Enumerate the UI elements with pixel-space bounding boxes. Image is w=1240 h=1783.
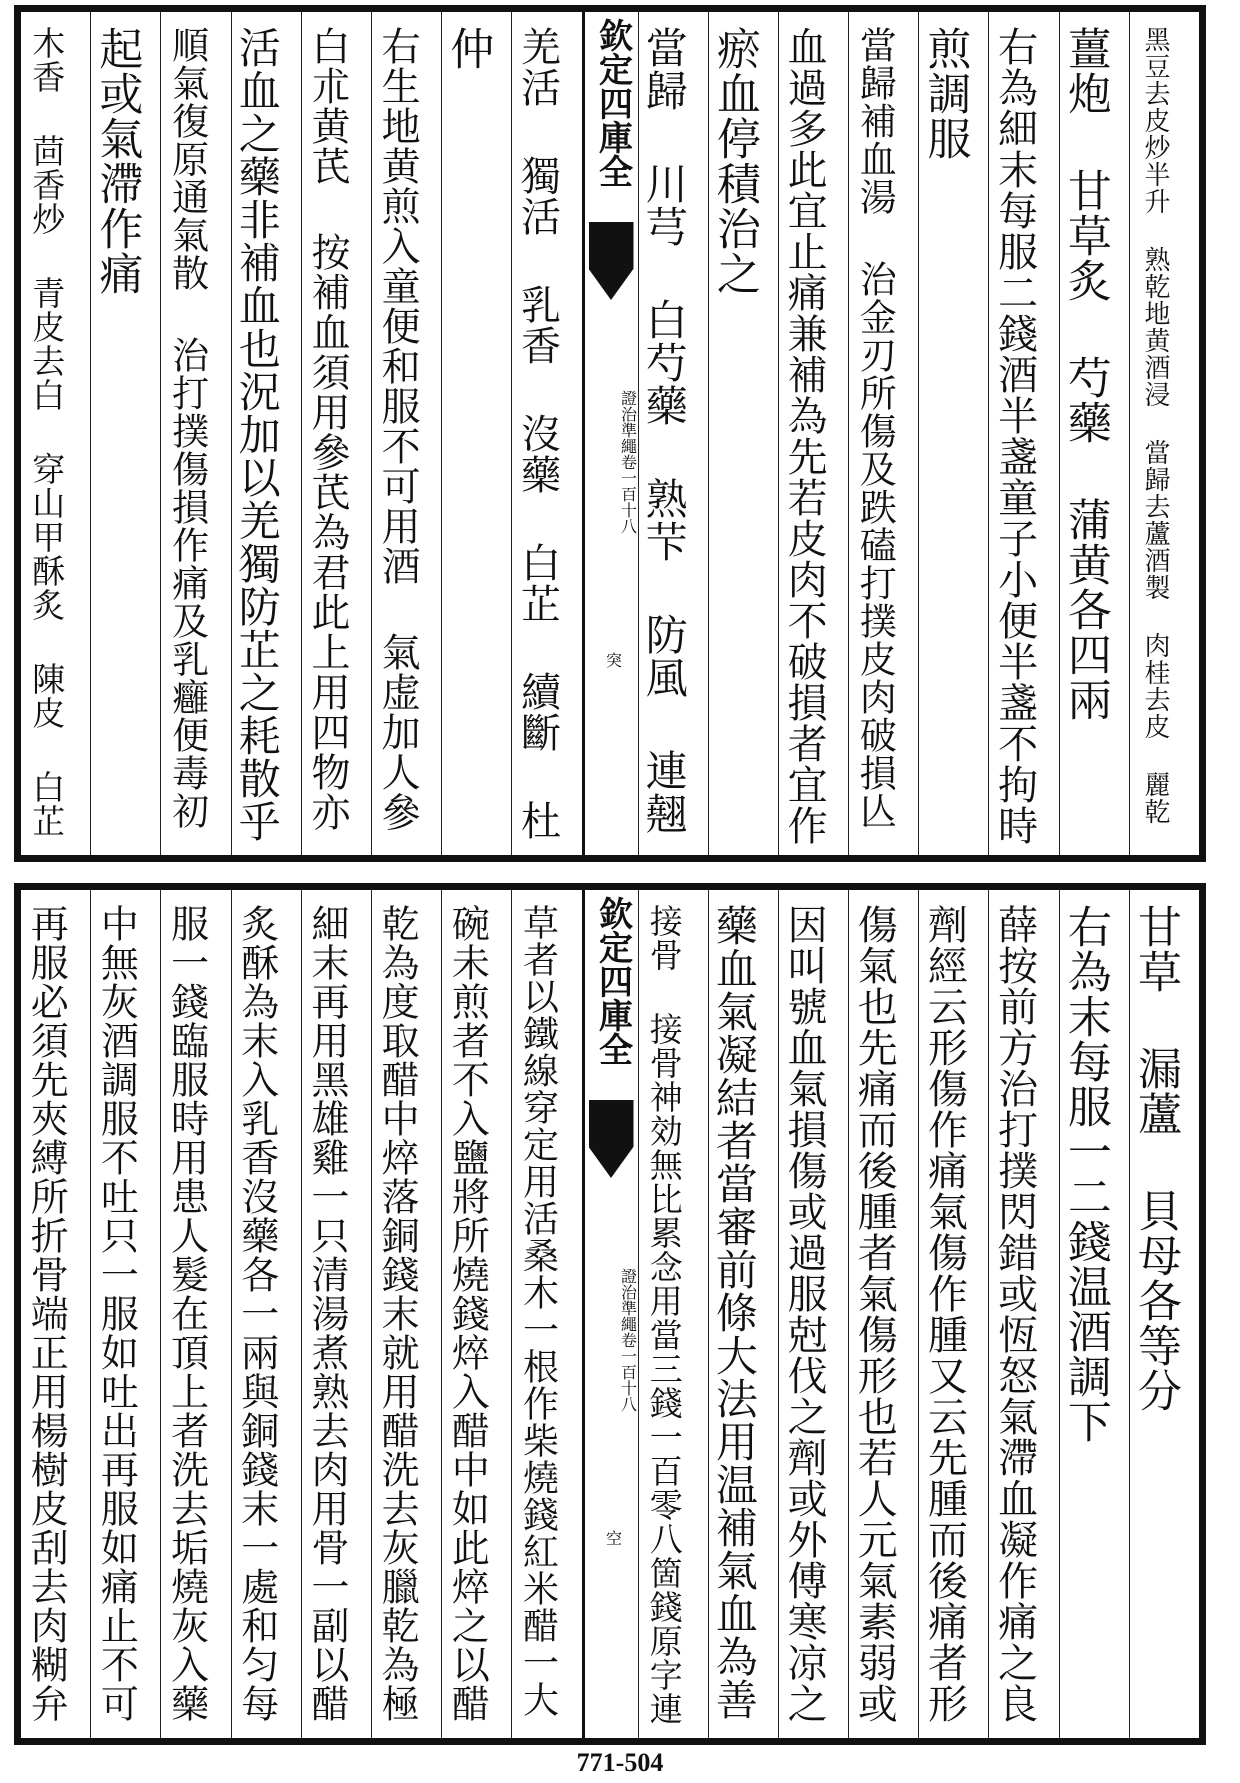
column-text: 白朮黄芪 按補血須用參芪為君此上用四物亦 [304, 26, 350, 832]
text-column [848, 890, 918, 1738]
gutter-volume [585, 342, 638, 582]
text-column [441, 12, 511, 855]
text-column [160, 12, 230, 855]
text-column [708, 890, 778, 1738]
column-row [21, 12, 1199, 855]
column-text: 順氣復原通氣散 治打撲傷損作痛及乳癰便毒初 [165, 26, 209, 830]
volume-book-name: 證治準繩 [618, 1268, 638, 1332]
text-column [1059, 12, 1129, 855]
column-text: 甘草 漏蘆 貝母各等分 [1130, 904, 1181, 1413]
column-text: 薑炮 甘草炙 芍藥 蒲黄各四兩 [1059, 26, 1111, 722]
column-text: 薛按前方治打撲閃錯或恆怒氣滯血凝作痛之良 [991, 904, 1038, 1724]
text-column [231, 890, 301, 1738]
text-column [371, 890, 441, 1738]
column-text: 乾為度取醋中焠落銅錢末就用醋洗去灰臘乾為極 [375, 904, 420, 1723]
text-column [1129, 12, 1199, 855]
volume-number: 卷一百十八 [618, 1332, 638, 1412]
column-text: 炙酥為末入乳香沒藥各一兩與銅錢末一處和匀每 [234, 904, 279, 1723]
gutter-volume [585, 1220, 638, 1460]
column-text: 右生地黄煎入童便和服不可用酒 氣虚加人參 [375, 26, 421, 832]
gutter-title: 欽定四庫全 [592, 896, 633, 1066]
text-column [1129, 890, 1199, 1738]
column-text: 瘀血停積治之 [708, 26, 760, 296]
text-column [778, 890, 848, 1738]
column-text: 劑經云形傷作痛氣傷作腫又云先腫而後痛者形 [921, 904, 968, 1724]
column-text: 再服必須先夾縛所折骨端正用楊樹皮刮去肉糊弁 [24, 904, 69, 1723]
text-column [918, 890, 988, 1738]
text-column [708, 12, 778, 855]
column-text: 黑豆去皮炒半升 熟乾地黄酒浸 當歸去蘆酒製 肉桂去皮 麗乾 [1140, 26, 1170, 825]
column-row [21, 890, 1199, 1738]
text-column [638, 890, 708, 1738]
gutter-page-mark: 空 [603, 1530, 623, 1546]
fishtail-mark [589, 222, 634, 300]
column-text: 羌活 獨活 乳香 沒藥 白芷 續斷 杜 [514, 26, 561, 841]
text-column [848, 12, 918, 855]
column-text: 仲 [442, 26, 494, 71]
column-text: 藥血氣凝結者當審前條大法用温補氣血為善 [709, 904, 759, 1721]
text-column [441, 890, 511, 1738]
column-text: 因叫號血氣損傷或過服尅伐之劑或外傅寒凉之 [781, 904, 828, 1724]
text-column [988, 890, 1058, 1738]
column-text: 煎調服 [919, 26, 971, 161]
text-column [778, 12, 848, 855]
column-text: 中無灰酒調服不吐只一服如吐出再服如痛止不可 [94, 904, 139, 1723]
text-column [1059, 890, 1129, 1738]
column-text: 木香 茴香炒 青皮去白 穿山甲酥炙 陳皮 白芷 [27, 26, 67, 838]
column-text: 右為末每服一二錢温酒調下 [1059, 904, 1111, 1444]
column-text: 右為細末每服二錢酒半盞童子小便半盞不拘時 [991, 26, 1038, 846]
text-column [301, 890, 371, 1738]
column-text: 活血之藥非補血也況加以羌獨防芷之耗散乎 [232, 26, 282, 843]
text-column [21, 890, 90, 1738]
text-column [511, 890, 581, 1738]
text-column [511, 12, 581, 855]
column-text: 服一錢臨服時用患人髮在頂上者洗去垢燒灰入藥 [164, 904, 209, 1723]
text-column [21, 12, 90, 855]
column-text: 傷氣也先痛而後腫者氣傷形也若人元氣素弱或 [851, 904, 898, 1724]
gutter-page-mark: 突 [603, 652, 623, 668]
gutter-title: 欽定四庫全 [592, 18, 633, 188]
page-panel-bottom [14, 883, 1206, 1745]
text-column [231, 12, 301, 855]
fishtail-mark [589, 1100, 634, 1178]
column-text: 碗未煎者不入鹽將所燒錢焠入醋中如此焠之以醋 [445, 904, 490, 1723]
column-text: 草者以鐵線穿定用活桑木一根作柴燒錢紅米醋一大 [517, 904, 559, 1718]
page-panel-top [14, 5, 1206, 862]
column-text: 當歸 川芎 白芍藥 熟芐 防風 連翹 [639, 26, 689, 835]
text-column [90, 12, 160, 855]
column-text: 起或氣滯作痛 [91, 26, 143, 296]
column-text: 血過多此宜止痛兼補為先若皮肉不破損者宜作 [781, 26, 828, 846]
column-text: 接骨 接骨神効無比累念用當三錢一百零八箇錢原字連 [644, 904, 684, 1726]
text-column [371, 12, 441, 855]
text-column [918, 12, 988, 855]
book-gutter [582, 890, 638, 1738]
volume-number: 卷一百十八 [618, 454, 638, 534]
text-column [988, 12, 1058, 855]
text-column [301, 12, 371, 855]
page-number-footer: 771-504 [576, 1748, 664, 1777]
book-gutter [582, 12, 638, 855]
volume-book-name: 證治準繩 [618, 390, 638, 454]
text-column [90, 890, 160, 1738]
column-text: 當歸補血湯 治金刃所傷及跌磕打撲皮肉破損亾 [853, 26, 897, 830]
text-column [160, 890, 230, 1738]
column-text: 細末再用黑雄雞一只清湯煮熟去肉用骨一副以醋 [304, 904, 349, 1723]
text-column [638, 12, 708, 855]
